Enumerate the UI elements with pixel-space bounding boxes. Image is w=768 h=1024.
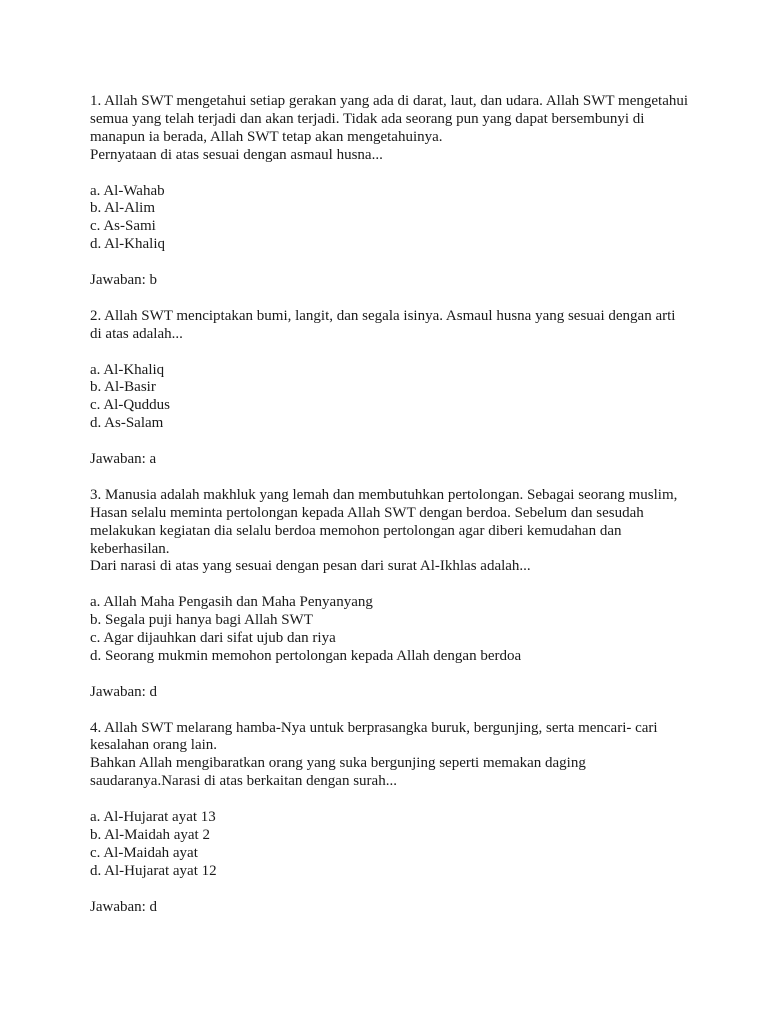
option-a: a. Al-Hujarat ayat 13	[90, 809, 216, 826]
question-prompt: Pernyataan di atas sesuai dengan asmaul husna...	[90, 146, 383, 163]
question-text: 2. Allah SWT menciptakan bumi, langit, dan segala isinya. Asmaul husna yang sesuai dengan arti di atas adalah...	[90, 307, 676, 342]
question-3	[90, 487, 690, 702]
option-b: b. Al-Alim	[90, 200, 156, 217]
question-2	[90, 308, 690, 469]
answer-line: Jawaban: d	[90, 898, 158, 915]
question-stem	[90, 308, 690, 344]
option-c: c. As-Sami	[90, 218, 156, 235]
option-b: b. Al-Basir	[90, 379, 156, 396]
option-d: d. Al-Hujarat ayat 12	[90, 862, 217, 879]
option-c: c. Agar dijauhkan dari sifat ujub dan riya	[90, 630, 336, 647]
option-list	[90, 183, 690, 255]
option-list	[90, 594, 690, 666]
option-a: a. Al-Wahab	[90, 182, 165, 199]
option-c: c. Al-Quddus	[90, 397, 170, 414]
answer-line: Jawaban: d	[90, 683, 158, 700]
option-d: d. Al-Khaliq	[90, 236, 165, 253]
question-text: 4. Allah SWT melarang hamba-Nya untuk berprasangka buruk, bergunjing, serta mencari- cari kesalahan orang lain.	[90, 719, 658, 754]
question-1	[90, 93, 690, 290]
document-page	[90, 93, 690, 917]
question-stem	[90, 487, 690, 577]
option-d: d. As-Salam	[90, 415, 164, 432]
question-stem	[90, 720, 690, 792]
spacer	[90, 702, 690, 720]
option-a: a. Allah Maha Pengasih dan Maha Penyanyang	[90, 594, 373, 611]
spacer	[90, 290, 690, 308]
option-c: c. Al-Maidah ayat	[90, 844, 198, 861]
answer-line: Jawaban: b	[90, 272, 158, 289]
option-list	[90, 809, 690, 881]
option-a: a. Al-Khaliq	[90, 361, 165, 378]
question-4	[90, 720, 690, 917]
question-prompt: Dari narasi di atas yang sesuai dengan pesan dari surat Al-Ikhlas adalah...	[90, 558, 531, 575]
option-list	[90, 362, 690, 434]
option-b: b. Al-Maidah ayat 2	[90, 827, 210, 843]
option-b: b. Segala puji hanya bagi Allah SWT	[90, 612, 313, 629]
question-prompt: Bahkan Allah mengibaratkan orang yang suka bergunjing seperti memakan daging saudaranya.Narasi di atas berkaitan dengan surah...	[90, 755, 586, 790]
answer-line: Jawaban: a	[90, 451, 157, 468]
question-text: 1. Allah SWT mengetahui setiap gerakan yang ada di darat, laut, dan udara. Allah SWT mengetahui semua yang telah terjadi dan akan terjadi. Tidak ada seorang pun yang dapat bersembunyi di manapun ia berada, Allah SWT tetap akan mengetahuinya.	[90, 93, 689, 145]
option-d: d. Seorang mukmin memohon pertolongan kepada Allah dengan berdoa	[90, 647, 522, 664]
spacer	[90, 469, 690, 487]
question-stem	[90, 93, 690, 165]
question-text: 3. Manusia adalah makhluk yang lemah dan membutuhkan pertolongan. Sebagai seorang muslim, Hasan selalu meminta pertolongan kepada Allah SWT dengan berdoa. Sebelum dan sesudah melakukan kegiatan dia selalu berdoa memohon pertolongan agar diberi kemudahan dan keberhasilan.	[90, 486, 678, 557]
